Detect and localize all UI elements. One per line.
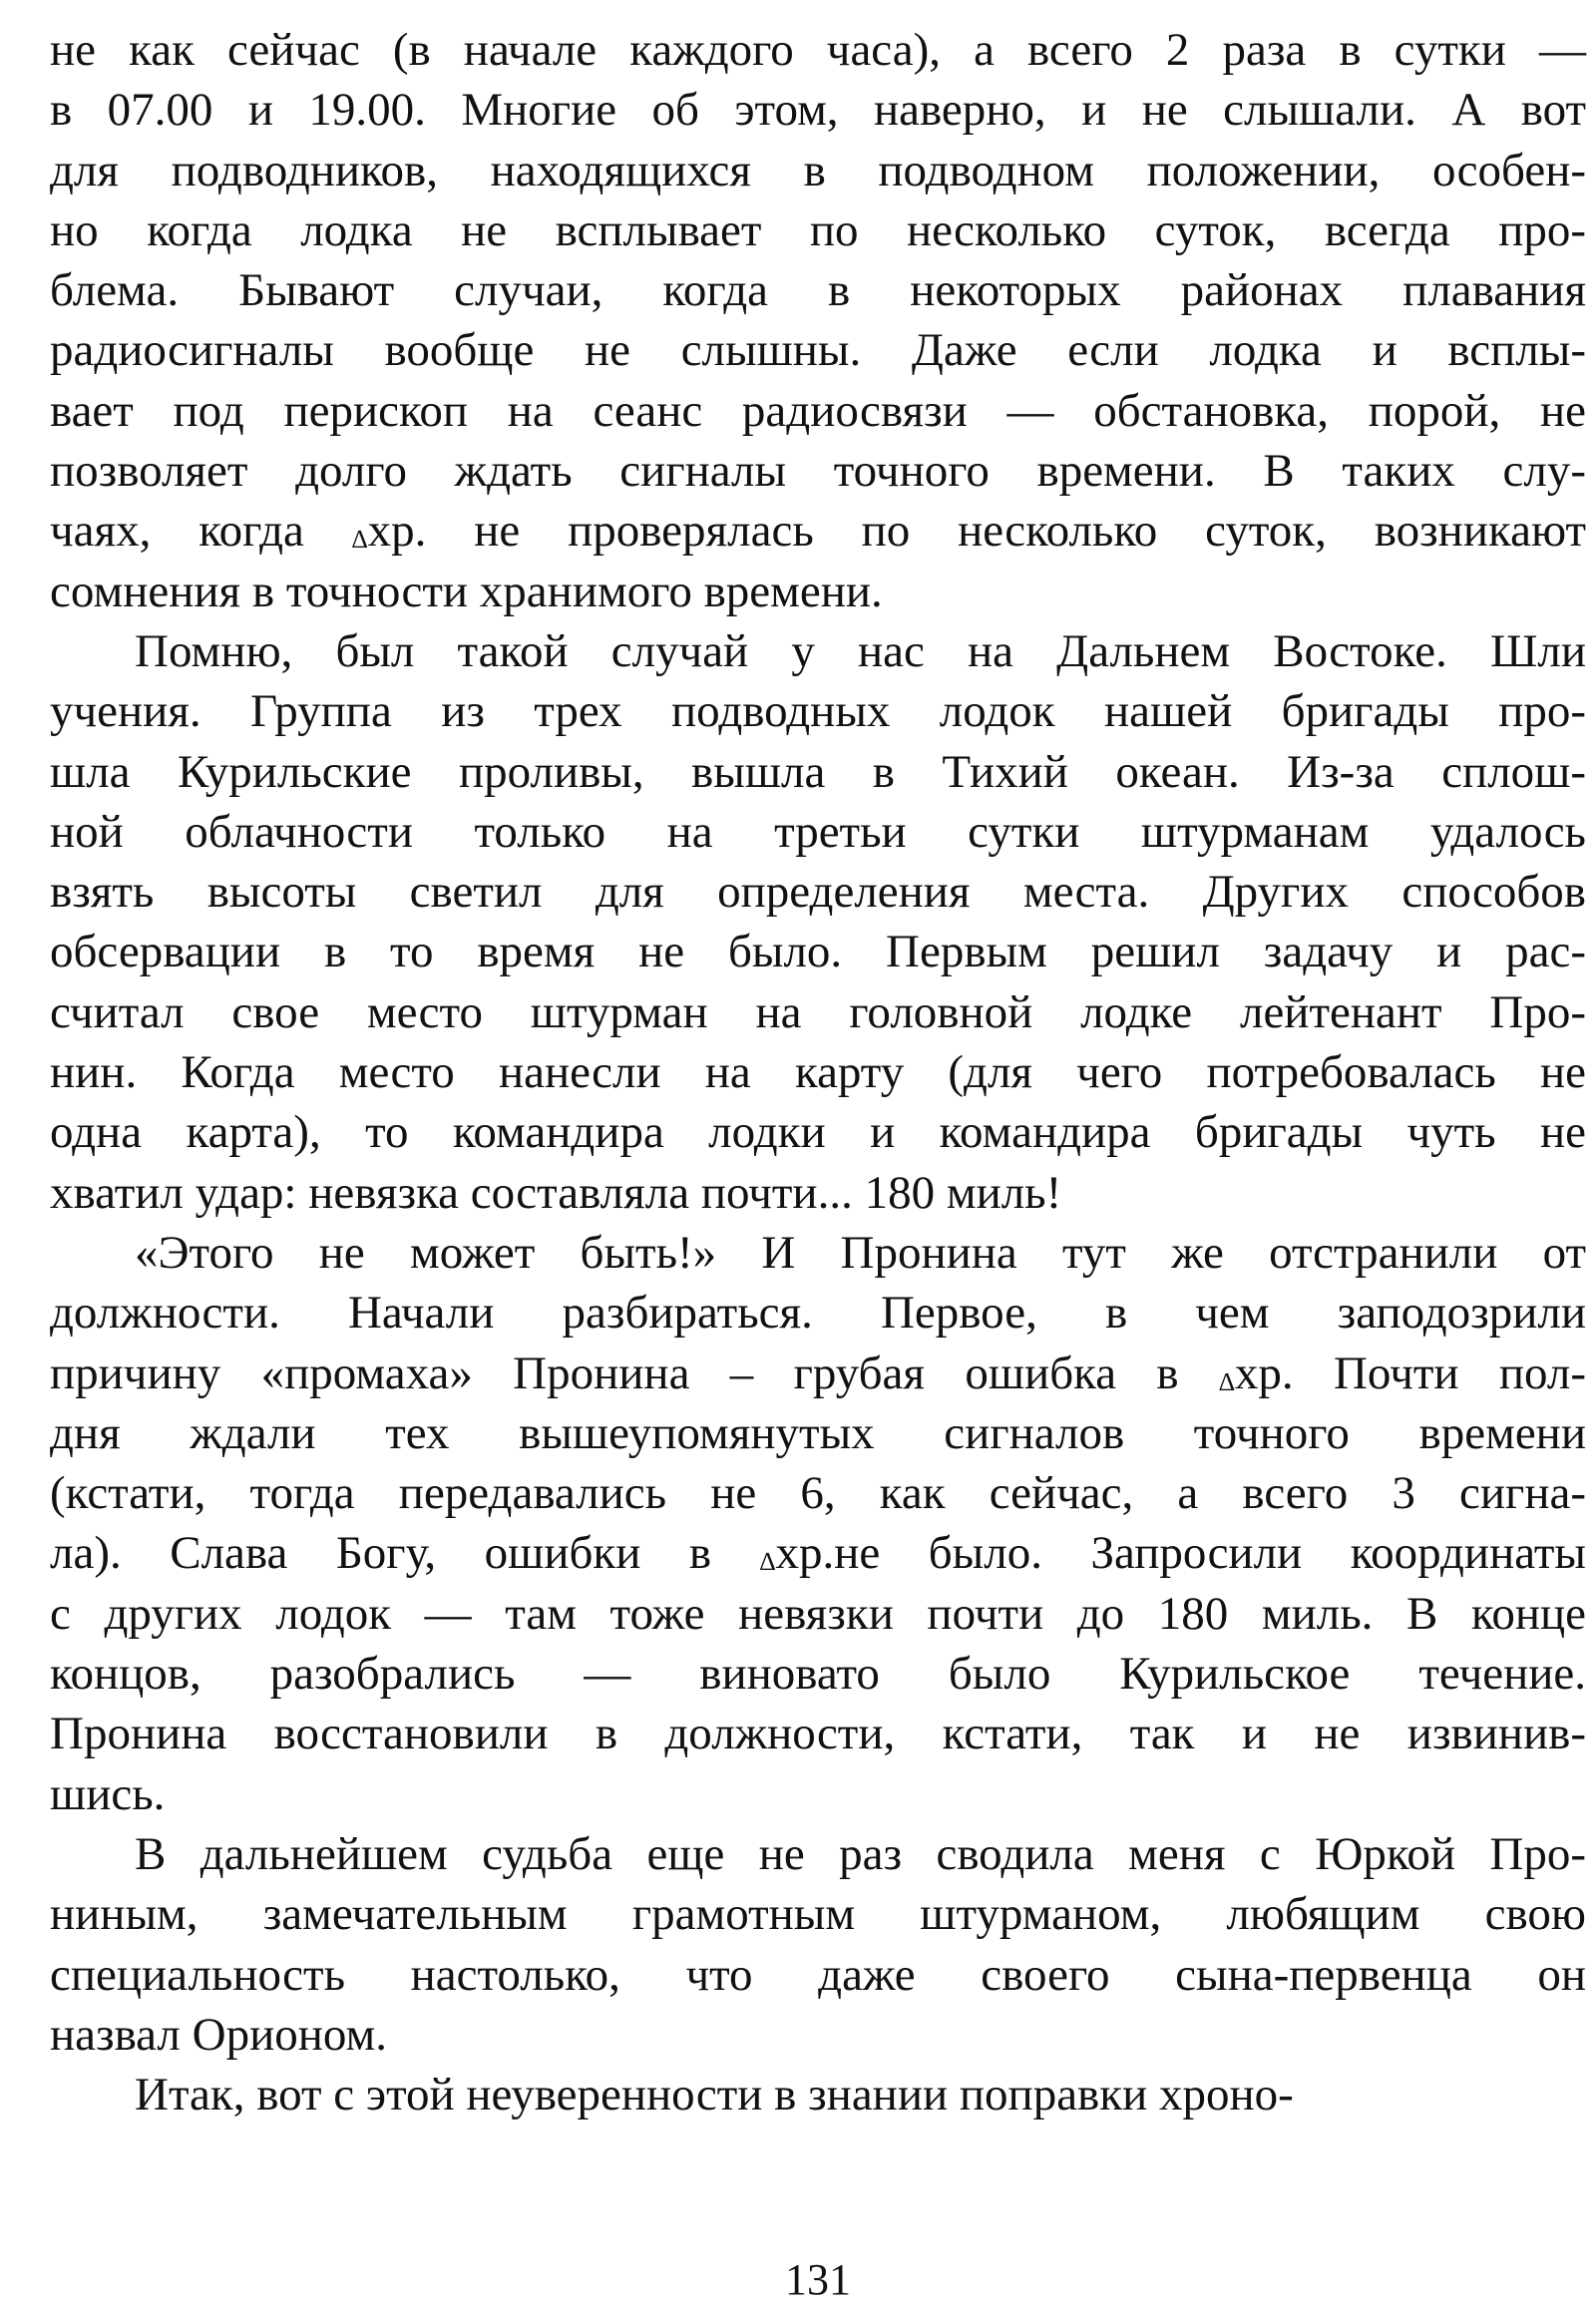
text-line: позволяет долго ждать сигналы точного времени. В таких слу- xyxy=(50,445,1586,498)
text-line: радиосигналы вообще не слышны. Даже если лодка и всплы- xyxy=(50,324,1586,377)
text-line: обсервации в то время не было. Первым решил задачу и рас- xyxy=(50,926,1586,978)
paragraph xyxy=(50,2065,1586,2124)
text-line: с других лодок — там тоже невязки почти до 180 миль. В конце xyxy=(50,1587,1586,1640)
text-line: учения. Группа из трех подводных лодок нашей бригады про- xyxy=(50,685,1586,738)
text-line: (кстати, тогда передавались не 6, как сейчас, а всего 3 сигна- xyxy=(50,1467,1586,1520)
text-line: считал свое место штурман на головной лодке лейтенант Про- xyxy=(50,985,1586,1038)
paragraph xyxy=(50,20,1586,621)
delta-symbol: ∆ xyxy=(1218,1366,1235,1396)
text-line: должности. Начали разбираться. Первое, в чем заподозрили xyxy=(50,1287,1586,1340)
text-line: чаях, когда ∆хр. не проверялась по несколько суток, возникают xyxy=(50,505,1586,558)
text-line: причину «промаха» Пронина – грубая ошибка в ∆хр. Почти пол- xyxy=(50,1347,1586,1399)
text-line: В дальнейшем судьба еще не раз сводила меня с Юркой Про- xyxy=(135,1827,1586,1880)
paragraph xyxy=(50,621,1586,1223)
text-line: дня ждали тех вышеупомянутых сигналов точного времени xyxy=(50,1406,1586,1459)
text-line: хватил удар: невязка составляла почти... 180 миль! xyxy=(50,1166,1062,1219)
text-line: вает под перископ на сеанс радиосвязи — обстановка, порой, не xyxy=(50,384,1586,437)
delta-symbol: ∆ xyxy=(351,525,368,555)
text-line: не как сейчас (в начале каждого часа), а всего 2 раза в сутки — xyxy=(50,24,1586,76)
text-line: блема. Бывают случаи, когда в некоторых районах плавания xyxy=(50,264,1586,317)
text-line: но когда лодка не всплывает по несколько суток, всегда про- xyxy=(50,203,1586,256)
text-line: одна карта), то командира лодки и командира бригады чуть не xyxy=(50,1106,1586,1159)
text-line: для подводников, находящихся в подводном положении, особен- xyxy=(50,144,1586,196)
text-line: назвал Орионом. xyxy=(50,2008,387,2061)
text-line: шись. xyxy=(50,1767,166,1820)
text-line: ной облачности только на третьи сутки штурманам удалось xyxy=(50,805,1586,858)
text-line: в 07.00 и 19.00. Многие об этом, наверно, и не слышали. А вот xyxy=(50,84,1586,137)
text-line: специальность настолько, что даже своего сына-первенца он xyxy=(50,1948,1586,2001)
text-line: сомнения в точности хранимого времени. xyxy=(50,565,883,617)
paragraph xyxy=(50,1824,1586,2065)
page-number: 131 xyxy=(785,2255,851,2304)
text-line: ла). Слава Богу, ошибки в ∆хр.не было. Запросили координаты xyxy=(50,1527,1587,1580)
text-body xyxy=(50,20,1586,2124)
text-line: Помню, был такой случай у нас на Дальнем Востоке. Шли xyxy=(135,624,1586,677)
text-line: Итак, вот с этой неуверенности в знании поправки хроно- xyxy=(135,2069,1294,2121)
text-line: взять высоты светил для определения места. Других способов xyxy=(50,866,1586,919)
delta-symbol: ∆ xyxy=(759,1547,776,1577)
text-line: Пронина восстановили в должности, кстати, так и не извинив- xyxy=(50,1708,1586,1760)
paragraph xyxy=(50,1223,1586,1824)
text-line: «Этого не может быть!» И Пронина тут же отстранили от xyxy=(135,1226,1586,1279)
text-line: концов, разобрались — виновато было Курильское течение. xyxy=(50,1648,1586,1701)
text-line: нин. Когда место нанесли на карту (для чего потребовалась не xyxy=(50,1046,1586,1099)
text-line: шла Курильские проливы, вышла в Тихий океан. Из-за сплош- xyxy=(50,745,1586,798)
text-line: ниным, замечательным грамотным штурманом, любящим свою xyxy=(50,1888,1586,1941)
book-page xyxy=(50,20,1587,2304)
